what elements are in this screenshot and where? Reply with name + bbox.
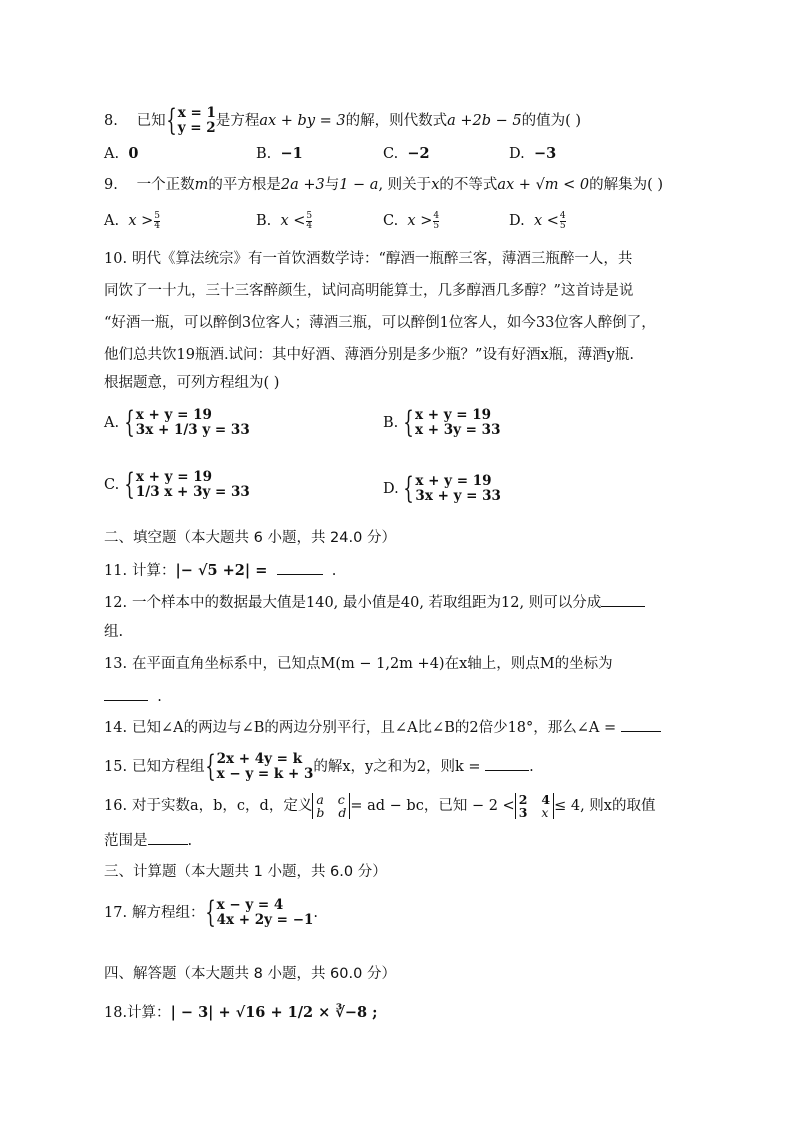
- option-d: D. { x + y = 19 3x + y = 33: [383, 471, 501, 506]
- option-c: C. −2: [383, 145, 430, 162]
- question-17: 17. 解方程组： { x − y = 4 4x + 2y = −1 .: [104, 895, 319, 930]
- section-heading: 四、解答题（本大题共 8 小题，共 60.0 分）: [104, 966, 396, 982]
- question-16-line: 范围是 .: [104, 830, 192, 851]
- question-14: 14. 已知∠A的两边与∠B的两边分别平行，且∠A比∠B的2倍少18°，那么∠A =: [104, 717, 661, 738]
- question-8: 8. 已知 { x = 1 y = 2 是方程ax + by = 3的解，则代数式a +2b − 5的值为( ): [104, 103, 582, 138]
- question-12-line: 组.: [104, 624, 124, 640]
- option-a: A. x > $\frac{5}{4}$: [104, 210, 160, 231]
- question-10-line: 他们总共饮19瓶酒.试问：其中好酒、薄酒分别是多少瓶？”设有好酒x瓶，薄酒y瓶.: [104, 347, 634, 363]
- question-12: 12. 一个样本中的数据最大值是140, 最小值是40, 若取组距为12, 则可以分成: [104, 592, 645, 613]
- question-18: 18.计算：| − 3| + √16 + 1/2 × ∛−8 ;: [104, 1004, 378, 1021]
- answer-blank[interactable]: [621, 717, 661, 732]
- option-d: D. −3: [509, 145, 557, 162]
- equation-system: { x = 1 y = 2: [165, 103, 216, 138]
- determinant: a c b d: [312, 793, 350, 819]
- option-a: A. 0: [104, 145, 139, 162]
- question-16: 16. 对于实数a，b，c，d，定义 a c b d = ad − bc，已知 − 2 < 2 4 3 x ≤ 4, 则x的取值: [104, 792, 656, 820]
- option-b: B. x < $\frac{5}{4}$: [256, 210, 313, 231]
- option-a: A. { x + y = 19 3x + 1/3 y = 33: [104, 405, 250, 440]
- question-number: 8.: [104, 113, 118, 129]
- section-heading: 三、计算题（本大题共 1 小题，共 6.0 分）: [104, 864, 387, 880]
- determinant: 2 4 3 x: [515, 793, 554, 819]
- question-13: 13. 在平面直角坐标系中，已知点M(m − 1,2m +4)在x轴上，则点M的坐标为: [104, 656, 613, 672]
- option-c: C. x > $\frac{4}{5}$: [383, 210, 440, 231]
- question-text: 已知: [136, 113, 166, 129]
- question-15: 15. 已知方程组 { 2x + 4y = k x − y = k + 3 的解x，y之和为2，则k = .: [104, 749, 534, 784]
- question-11: 11. 计算：|− √5 +2| = .: [104, 562, 337, 579]
- question-10-line: 同饮了一十九，三十三客醉颜生，试问高明能算士，几多醇酒几多醇？”这首诗是说: [104, 283, 634, 299]
- answer-blank[interactable]: [601, 592, 645, 607]
- question-13-line: .: [104, 686, 162, 707]
- answer-blank[interactable]: [485, 756, 529, 771]
- answer-blank[interactable]: [148, 830, 188, 845]
- question-number: 9.: [104, 177, 118, 193]
- answer-blank[interactable]: [277, 560, 323, 575]
- option-b: B. { x + y = 19 x + 3y = 33: [383, 405, 501, 440]
- answer-blank[interactable]: [104, 686, 148, 701]
- question-number: 10.: [104, 251, 128, 267]
- question-10-line: “好酒一瓶，可以醉倒3位客人；薄酒三瓶，可以醉倒1位客人，如今33位客人醉倒了，: [104, 315, 656, 331]
- option-d: D. x < $\frac{4}{5}$: [509, 210, 566, 231]
- question-9: 9. 一个正数m的平方根是2a +3与1 − a, 则关于x的不等式ax + √m < 0的解集为( ): [104, 177, 664, 193]
- question-10: 10. 明代《算法统宗》有一首饮酒数学诗：“醇酒一瓶醉三客，薄酒三瓶醉一人，共: [104, 251, 633, 267]
- section-heading: 二、填空题（本大题共 6 小题，共 24.0 分）: [104, 530, 396, 546]
- option-b: B. −1: [256, 145, 303, 162]
- question-10-line: 根据题意，可列方程组为( ): [104, 375, 280, 391]
- option-c: C. { x + y = 19 1/3 x + 3y = 33: [104, 467, 250, 502]
